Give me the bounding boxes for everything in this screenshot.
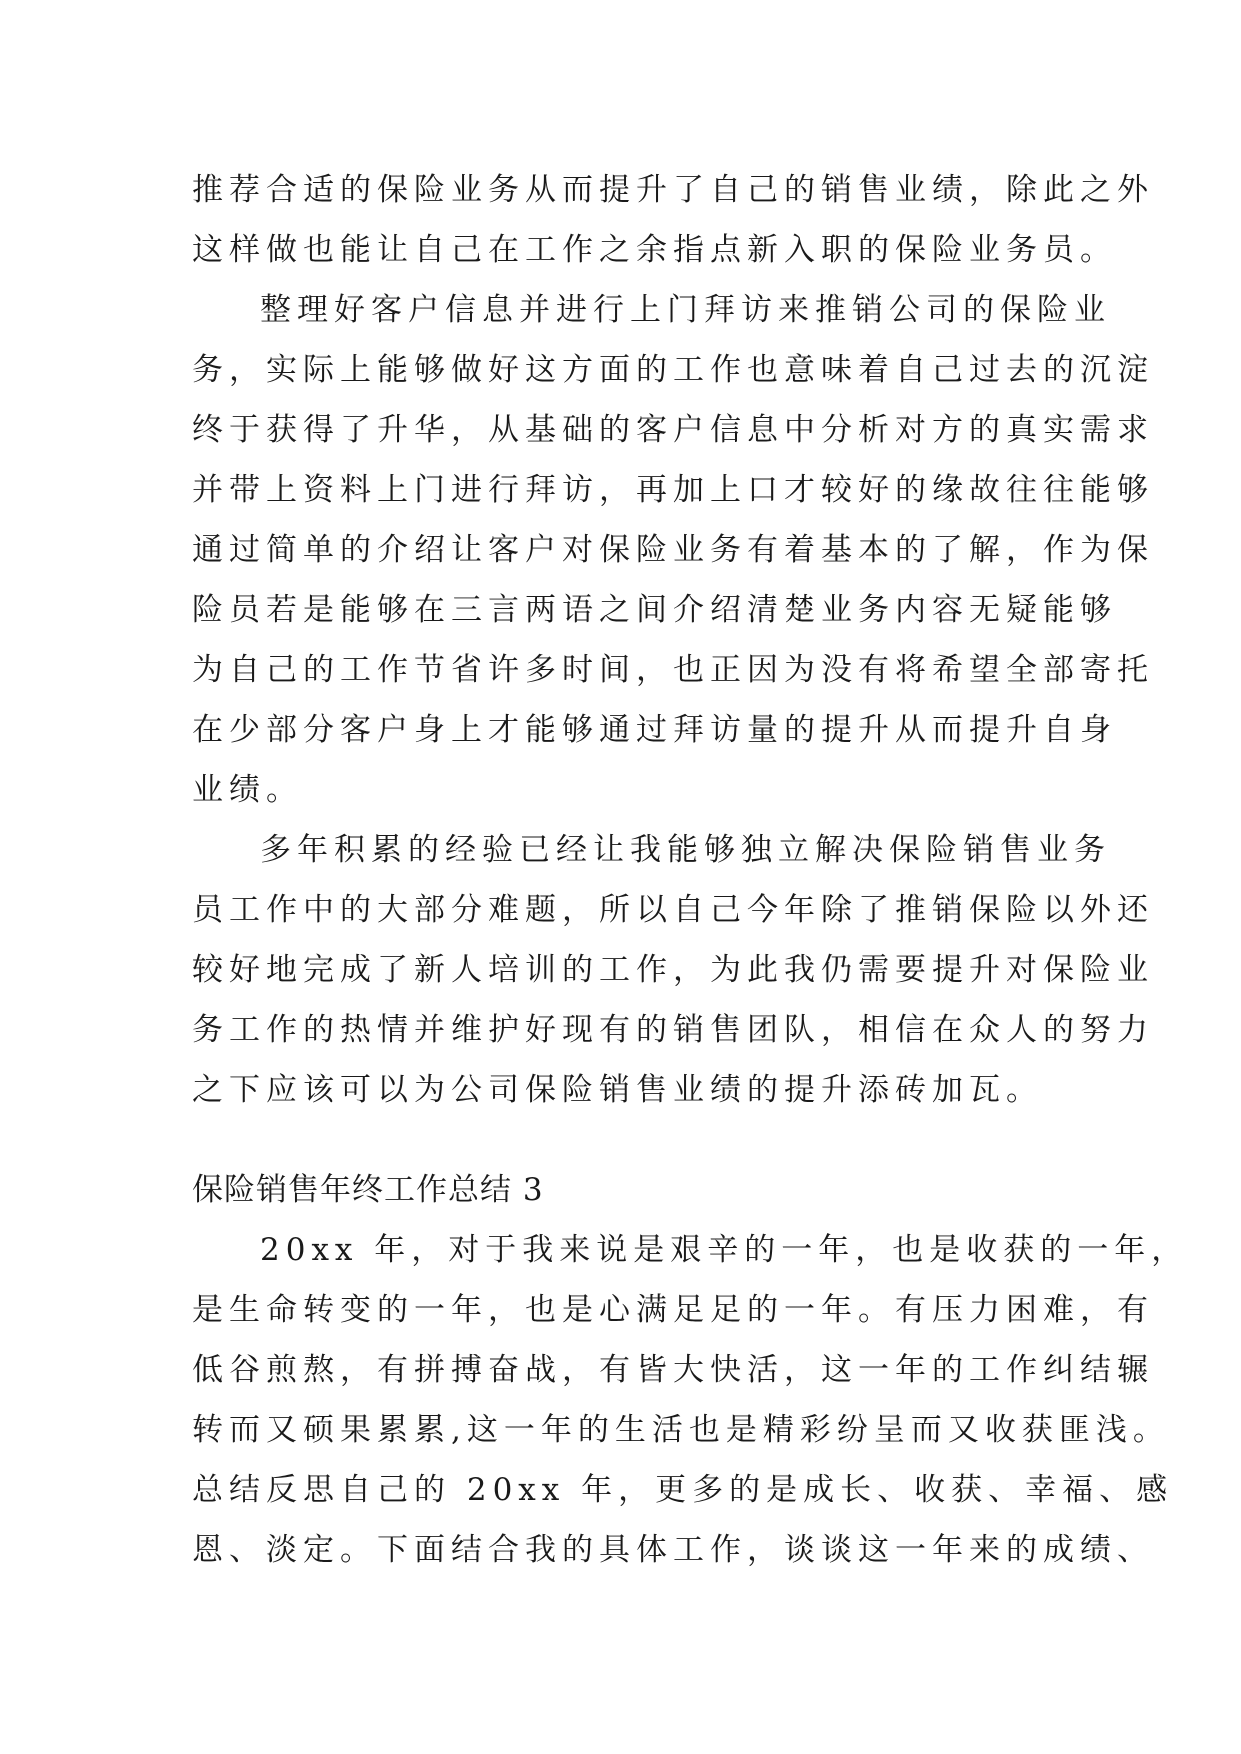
text-line: 业绩。 (192, 772, 303, 808)
text-line: 在少部分客户身上才能够通过拜访量的提升从而提升自身 (192, 712, 1117, 748)
paragraph-year-summary (192, 1220, 1189, 1580)
text-line: 20xx 年，对于我来说是艰辛的一年，也是收获的一年， (260, 1232, 1189, 1268)
text-line: 终于获得了升华，从基础的客户信息中分析对方的真实需求 (192, 412, 1154, 448)
text-line: 是生命转变的一年，也是心满足足的一年。有压力困难，有 (192, 1292, 1154, 1328)
text-line: 推荐合适的保险业务从而提升了自己的销售业绩，除此之外 (192, 172, 1154, 208)
text-line: 并带上资料上门进行拜访，再加上口才较好的缘故往往能够 (192, 472, 1154, 508)
paragraph-continuation (192, 160, 1154, 280)
text-line: 较好地完成了新人培训的工作，为此我仍需要提升对保险业 (192, 952, 1154, 988)
text-line: 多年积累的经验已经让我能够独立解决保险销售业务 (260, 832, 1111, 868)
text-line: 低谷煎熬，有拼搏奋战，有皆大快活，这一年的工作纠结辗 (192, 1352, 1154, 1388)
text-line: 员工作中的大部分难题，所以自己今年除了推销保险以外还 (192, 892, 1154, 928)
paragraph-experience (192, 820, 1154, 1120)
text-line: 务，实际上能够做好这方面的工作也意味着自己过去的沉淀 (192, 352, 1154, 388)
text-line: 转而又硕果累累,这一年的生活也是精彩纷呈而又收获匪浅。 (192, 1412, 1170, 1448)
document-body (192, 160, 1189, 1580)
text-line: 务工作的热情并维护好现有的销售团队，相信在众人的努力 (192, 1012, 1154, 1048)
text-line: 整理好客户信息并进行上门拜访来推销公司的保险业 (260, 292, 1111, 328)
text-line: 总结反思自己的 20xx 年，更多的是成长、收获、幸福、感 (192, 1472, 1174, 1508)
text-line: 这样做也能让自己在工作之余指点新入职的保险业务员。 (192, 232, 1117, 268)
text-line: 险员若是能够在三言两语之间介绍清楚业务内容无疑能够 (192, 592, 1117, 628)
section-spacer (192, 1120, 1072, 1160)
section-heading: 保险销售年终工作总结 3 (192, 1172, 544, 1208)
text-line: 之下应该可以为公司保险销售业绩的提升添砖加瓦。 (192, 1072, 1043, 1108)
text-line: 恩、淡定。下面结合我的具体工作，谈谈这一年来的成绩、 (192, 1532, 1154, 1568)
paragraph-customer-visits (192, 280, 1154, 820)
text-line: 通过简单的介绍让客户对保险业务有着基本的了解，作为保 (192, 532, 1154, 568)
text-line: 为自己的工作节省许多时间，也正因为没有将希望全部寄托 (192, 652, 1154, 688)
